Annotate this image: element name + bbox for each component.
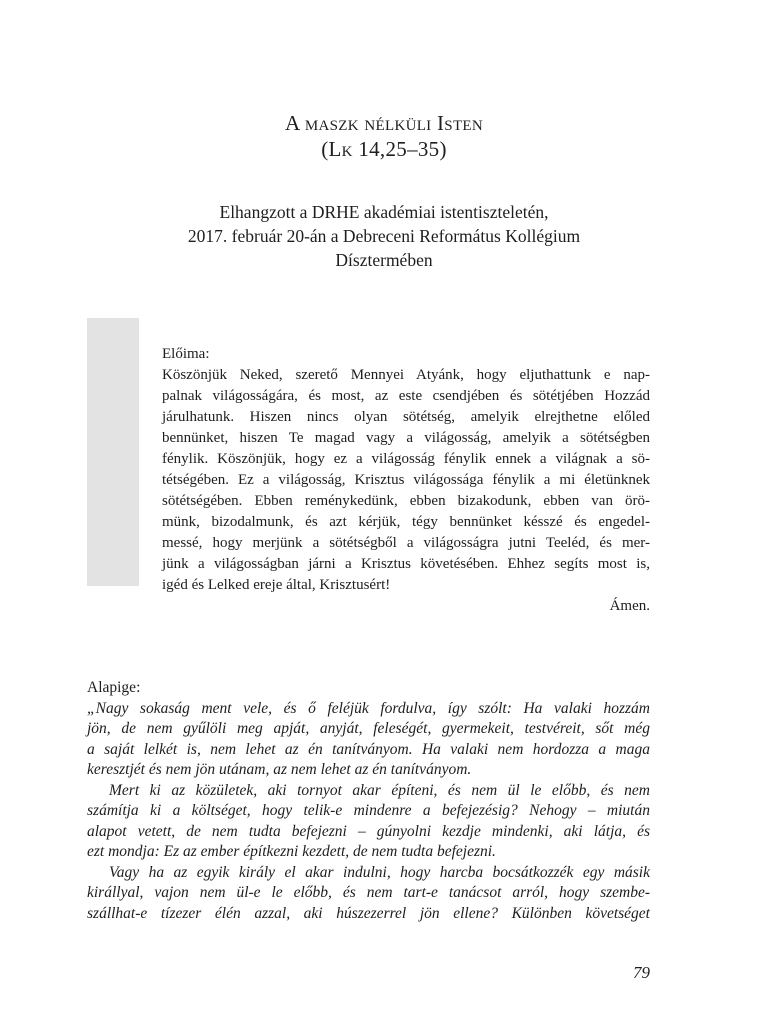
scripture-block bbox=[87, 678, 650, 924]
prayer-heading: Előima: bbox=[162, 346, 210, 362]
chapter-title-line-2: (Lk 14,25–35) bbox=[321, 137, 447, 161]
chapter-subtitle bbox=[0, 200, 768, 272]
prayer-line: sötétségében. Ebben reménykedünk, ebben bizakodunk, ebben van örö- bbox=[162, 493, 650, 509]
scripture-line: a saját lelkét is, nem lehet az én tanítványom. Ha valaki nem hordozza a maga bbox=[87, 740, 650, 758]
prayer-block bbox=[162, 344, 650, 617]
scripture-line: Vagy ha az egyik király el akar indulni, hogy harcba bocsátkozzék egy másik bbox=[109, 863, 650, 881]
prayer-line: járulhatunk. Hiszen nincs olyan sötétség, amelyik elrejthetne előled bbox=[162, 409, 650, 425]
scripture-heading: Alapige: bbox=[87, 679, 141, 696]
prayer-sidebar-bar bbox=[87, 318, 139, 586]
prayer-line: münk, bizodalmunk, és azt kérjük, tégy bennünket késszé és engedel- bbox=[162, 514, 650, 530]
scripture-line: ezt mondja: Ez az ember építkezni kezdett, de nem tudta befejezni. bbox=[87, 843, 496, 860]
scripture-line: „Nagy sokaság ment vele, és ő feléjük fordulva, így szólt: Ha valaki hozzám bbox=[87, 699, 650, 717]
chapter-title bbox=[0, 110, 768, 162]
scripture-line: jön, de nem gyűlöli meg apját, anyját, feleségét, gyermekeit, testvéreit, sőt még bbox=[87, 720, 650, 737]
scripture-line: alapot vetett, de nem tudta befejezni – gúnyolni kezdje mindenki, aki látja, és bbox=[87, 822, 650, 840]
prayer-line: bennünket, hiszen Te magad vagy a világosság, amelyik a sötétségben bbox=[162, 430, 650, 446]
prayer-line: igéd és Lelked ereje által, Krisztusért! bbox=[162, 577, 391, 593]
scripture-line: számítja ki a költséget, hogy telik-e mindenre a befejezésig? Nehogy – miután bbox=[87, 802, 650, 819]
subtitle-line-1: Elhangzott a DRHE akadémiai istentiszteletén, bbox=[219, 202, 549, 222]
prayer-amen: Ámen. bbox=[609, 598, 650, 614]
prayer-line: Köszönjük Neked, szerető Mennyei Atyánk, hogy eljuthattunk e nap- bbox=[162, 367, 650, 383]
page-number: 79 bbox=[633, 963, 650, 982]
prayer-line: jünk a világosságban járni a Krisztus követésében. Ehhez segíts most is, bbox=[162, 556, 650, 572]
subtitle-line-2: 2017. február 20-án a Debreceni Református Kollégium bbox=[187, 226, 581, 246]
prayer-line: tétségében. Ez a világosság, Krisztus világossága fénylik a mi életünknek bbox=[162, 472, 650, 488]
scripture-line: királlyal, vajon nem ül-e le előbb, és nem tart-e tanácsot arról, hogy szembe- bbox=[87, 884, 650, 901]
subtitle-line-3: Dísztermében bbox=[335, 250, 433, 270]
scripture-line: szállhat-e tízezer élén azzal, aki húszezerrel jön ellene? Különben követséget bbox=[87, 904, 650, 922]
chapter-title-line-1: A maszk nélküli Isten bbox=[284, 111, 484, 135]
prayer-line: fénylik. Köszönjük, hogy ez a világosság fénylik ennek a világnak a sö- bbox=[162, 451, 650, 467]
scripture-line: keresztjét és nem jön utánam, az nem lehet az én tanítványom. bbox=[87, 761, 472, 778]
prayer-line: messé, hogy merjünk a sötétségből a világosságra jutni Teeléd, és mer- bbox=[162, 535, 650, 551]
scripture-line: Mert ki az közületek, aki tornyot akar építeni, és nem ül le előbb, és nem bbox=[109, 781, 650, 799]
prayer-line: palnak világosságára, és most, az este csendjében és sötétjében Hozzád bbox=[162, 388, 650, 404]
